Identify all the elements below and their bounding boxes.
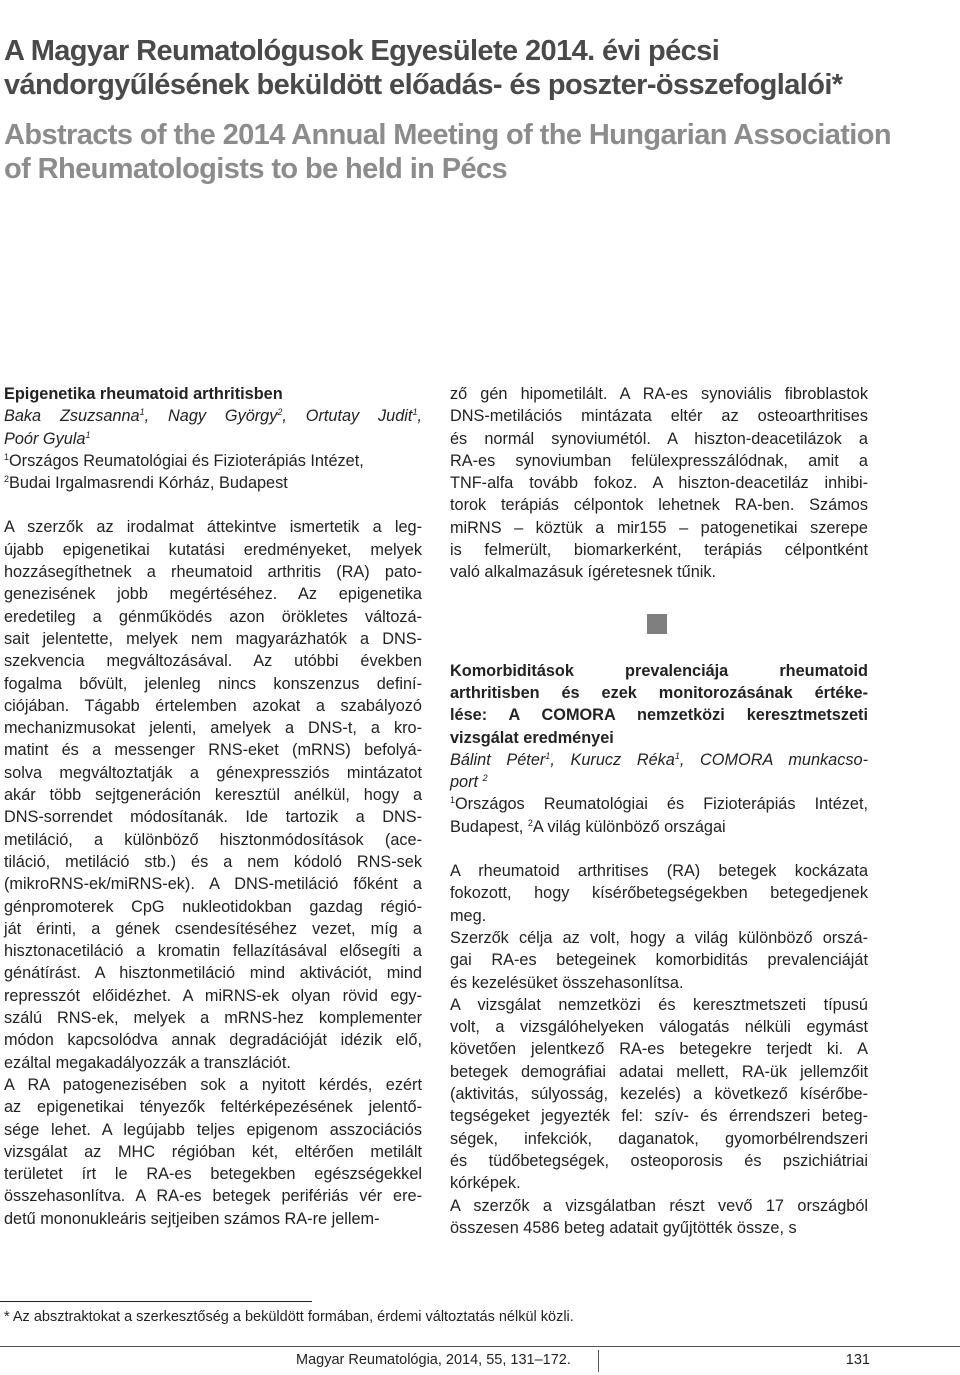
abstract1-title: Epigenetika rheumatoid arthritisben (4, 385, 283, 403)
body-line: ciójában. Tágabb értelemben azokat a szabályozó (4, 696, 422, 715)
body-line: génátírást. A hisztonmetiláció mind aktivációt, mind (4, 964, 422, 983)
body-line: és kezelésüket összehasonlítsa. (450, 973, 684, 992)
title-en-line-2: of Rheumatologists to be held in Pécs (4, 153, 508, 185)
body-line: matint és a messenger RNS-eket (mRNS) befolyá- (4, 741, 422, 760)
body-line: génpromoterek CpG nukleotidokban gazdag régió- (4, 897, 422, 916)
title-hu-line-1: A Magyar Reumatológusok Egyesülete 2014. évi pécsi (4, 35, 720, 67)
body-line: RA-es synoviumban felülexpresszálódnak, amit a (450, 451, 868, 470)
title-english (4, 118, 944, 186)
body-line: gai RA-es betegeinek komorbiditás prevalenciáját (450, 951, 868, 970)
body-line: (aktivitás, súlyosság, kezelés) a következő kísérőbe- (450, 1085, 868, 1104)
body-line: szekvencia megváltozásával. Az utóbbi években (4, 652, 422, 671)
body-line: A szerzők a vizsgálatban részt vevő 17 országból (450, 1196, 868, 1215)
abstract2-body (450, 860, 868, 1239)
body-line: mechanizmusokat jelenti, amelyek a DNS-t, a kro- (4, 719, 422, 738)
title-line: arthritisben és ezek monitorozásának értéke- (450, 683, 868, 702)
body-line: módon kapcsolódva annak degradációját idézik elő, (4, 1031, 422, 1050)
body-line: akár több sejtgeneráción keresztül anélkül, hogy a (4, 786, 422, 805)
body-line: és normál synoviumétól. A hiszton-deacetilázok a (450, 429, 868, 448)
body-line: vizsgálat az MHC régióban két, eltérően metilált (4, 1142, 422, 1161)
body-line: szálú RNS-ek, melyek a mRNS-hez komplementer (4, 1009, 422, 1028)
abstract1-authors-2: Poór Gyula$^1$ (4, 429, 91, 448)
abstract1-affiliation-2: $^2$Budai Irgalmasrendi Kórház, Budapest (4, 474, 288, 493)
abstract2-affiliation-1: $^1$Országos Reumatológiai és Fizioterápiás Intézet, (450, 795, 868, 814)
body-line: területet írt le RA-es betegekben egészségekkel (4, 1165, 422, 1184)
body-line: újabb epigenetikai kutatási eredményeket, melyek (4, 540, 422, 559)
abstract2-authors-2: port $^2$ (450, 773, 488, 792)
body-line: A rheumatoid arthritises (RA) betegek kockázata (450, 862, 868, 881)
body-line: ját érinti, a gének csendesítéséhez vezet, míg a (4, 919, 422, 938)
body-line: ző gén hipometilált. A RA-es synoviális fibroblastok (450, 385, 868, 403)
body-line: követően jelentkező RA-es betegekre terjedt ki. A (450, 1040, 868, 1059)
abstract1-body (4, 516, 422, 1230)
footer-separator (598, 1350, 599, 1372)
body-line: tegségeket jegyezték fel: szív- és érrendszeri beteg- (450, 1107, 868, 1126)
section-divider-square (647, 614, 667, 634)
body-line: miRNS – köztük a mir155 – patogenetikai szerepe (450, 518, 868, 537)
body-line: az epigenetikai tényezők feltérképezésének jelentő- (4, 1098, 422, 1117)
body-line: genezisének jobb megértéséhez. Az epigenetika (4, 585, 422, 604)
title-line: lése: A COMORA nemzetközi keresztmetszeti (450, 706, 868, 725)
body-line: kórképek. (450, 1174, 521, 1193)
body-line: tiláció, metiláció stb.) és a nem kódoló RNS-sek (4, 852, 422, 871)
abstract1-affiliation-1: $^1$Országos Reumatológiai és Fizioterápiás Intézet, (4, 451, 364, 470)
body-line: A vizsgálat nemzetközi és keresztmetszeti típusú (450, 995, 868, 1014)
body-line: hozzásegíthetnek a rheumatoid arthritis (RA) pato- (4, 563, 422, 582)
body-line: (mikroRNS-ek/miRNS-ek). A DNS-metiláció főként a (4, 875, 422, 894)
body-line: TNF-alfa tovább fokoz. A hiszton-deacetiláz inhibi- (450, 474, 868, 493)
footer-rule (0, 1346, 960, 1347)
abstract1-continued (450, 383, 868, 584)
body-line: DNS-metilációs mintázata eltér az osteoarthritises (450, 407, 868, 426)
page-number: 131 (845, 1352, 870, 1368)
body-line: való alkalmazásuk ígéretesnek tűnik. (450, 563, 717, 582)
body-line: detű mononukleáris sejtjeiben számos RA-re jellem- (4, 1209, 380, 1228)
body-line: fokozott, hogy kísérőbetegségekben betegedjenek (450, 884, 868, 903)
abstract2-title (450, 660, 868, 749)
body-line: solva megváltoztatják a génexpressziós mintázatot (4, 763, 422, 782)
footnote: * Az absztraktokat a szerkesztőség a beküldött formában, érdemi változtatás nélkül közli. (4, 1309, 574, 1325)
body-line: sége lehet. A legújabb teljes epigenom asszociációs (4, 1120, 422, 1139)
body-line: összesen 4586 beteg adatait gyűjtötték össze, s (450, 1218, 797, 1237)
body-line: betegek demográfiai adatai mellett, RA-ük jellemzőit (450, 1062, 868, 1081)
abstract2-authors: Bálint Péter$^1$, Kurucz Réka$^1$, COMORA munkacso- (450, 750, 868, 769)
title-line: vizsgálat eredményei (450, 728, 614, 747)
body-line: ségek, infekciók, daganatok, gyomorbélrendszeri (450, 1129, 868, 1148)
body-line: torok terápiás célpontok lehetnek RA-ben. Számos (450, 496, 868, 515)
body-line: és tüdőbetegségek, osteoporosis és pszichiátriai (450, 1151, 868, 1170)
body-line: ezáltal megakadályozzák a transzlációt. (4, 1053, 291, 1072)
body-line: eredetileg a génműködés azon örökletes változá- (4, 607, 422, 626)
body-line: DNS-sorrendet módosítanák. Ide tartozik a DNS- (4, 808, 422, 827)
abstract2-affiliation-2: Budapest, $^2$A világ különböző országai (450, 817, 726, 836)
footnote-rule (0, 1301, 312, 1302)
right-column (450, 383, 868, 1239)
left-column (4, 383, 422, 1230)
title-en-line-1: Abstracts of the 2014 Annual Meeting of the Hungarian Association (4, 119, 891, 151)
body-line: metiláció, a különböző hisztonmódosítások (ace- (4, 830, 422, 849)
title-line: Komorbiditások prevalenciája rheumatoid (450, 661, 868, 680)
body-line: fogalma bővült, jelenleg nincs konszenzus definí- (4, 674, 422, 693)
body-line: represszót előidézhet. A miRNS-ek olyan rövid egy- (4, 986, 422, 1005)
title-hu-line-2: vándorgyűlésének beküldött előadás- és poszter-összefoglalói* (4, 69, 843, 101)
body-line: is felmerült, biomarkerként, terápiás célpontként (450, 541, 868, 560)
body-line: meg. (450, 906, 487, 925)
body-line: volt, a vizsgálóhelyeken válogatás nélküli egymást (450, 1018, 868, 1037)
body-line: A szerzők az irodalmat áttekintve ismertetik a leg- (4, 518, 422, 537)
body-line: A RA patogenezisében sok a nyitott kérdés, ezért (4, 1075, 422, 1094)
title-hungarian (4, 34, 944, 102)
body-line: Szerzők célja az volt, hogy a világ különböző orszá- (450, 928, 868, 947)
body-line: összehasonlítva. A RA-es betegek perifériás vér ere- (4, 1187, 422, 1206)
abstract1-authors: Baka Zsuzsanna$^1$, Nagy György$^2$, Ortutay Judit$^1$, (4, 407, 422, 426)
body-line: sait jelentette, melyek nem magyarázhatók a DNS- (4, 629, 422, 648)
footer-journal: Magyar Reumatológia, 2014, 55, 131–172. (296, 1352, 571, 1368)
body-line: hisztonacetiláció a kromatin fellazításával elősegíti a (4, 942, 422, 961)
